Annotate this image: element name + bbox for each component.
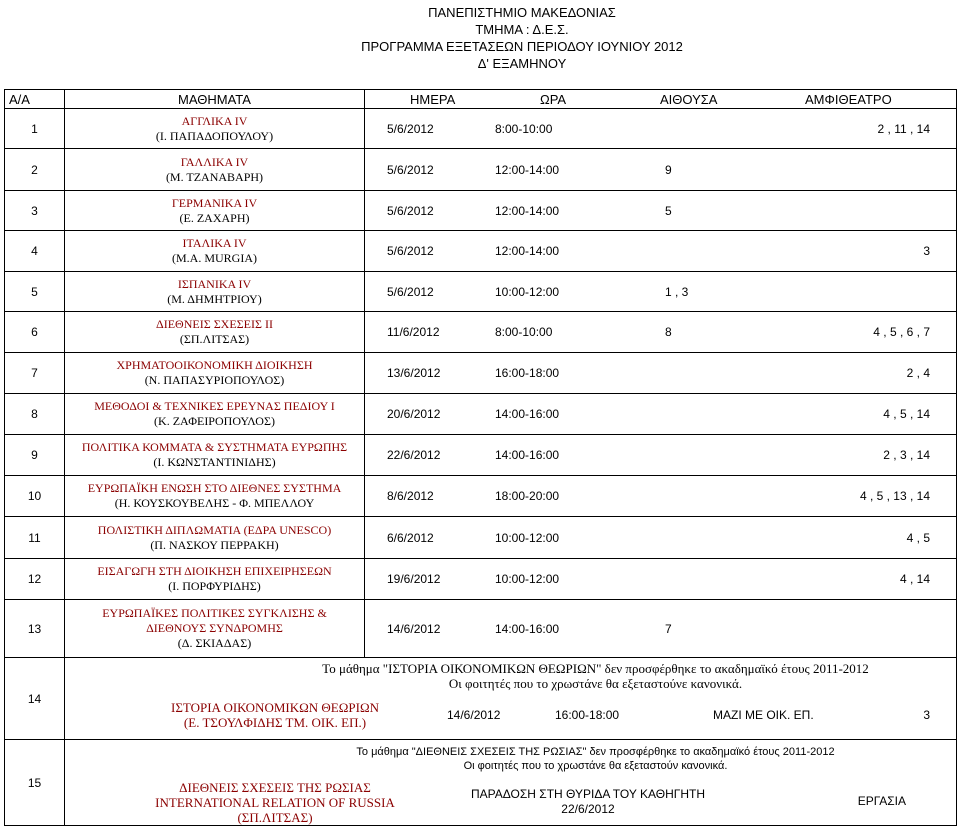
exam-date: 5/6/2012 xyxy=(387,284,434,299)
course-name: ΧΡΗΜΑΤΟΟΙΚΟΝΟΜΙΚΗ ΔΙΟΙΚΗΣΗ xyxy=(116,358,313,372)
row14-cell xyxy=(65,658,957,740)
course-cell xyxy=(65,600,365,658)
exam-info-cell xyxy=(365,272,957,312)
course-name: ΔΙΕΘΝΕΙΣ ΣΧΕΣΕΙΣ ΤΗΣ ΡΩΣΙΑΣ xyxy=(179,780,371,795)
exam-date: 14/6/2012 xyxy=(447,708,501,722)
course-cell xyxy=(65,476,365,517)
row15-note-line1: Το μάθημα "ΔΙΕΘΝΕΙΣ ΣΧΕΣΕΙΣ ΤΗΣ ΡΩΣΙΑΣ" δεν προσφέρθηκε το ακαδημαϊκό έτους 2011-2012 xyxy=(356,746,835,758)
exam-date: 5/6/2012 xyxy=(387,162,434,177)
table-header-row xyxy=(5,90,957,109)
table-row xyxy=(5,149,957,191)
exam-date: 5/6/2012 xyxy=(387,244,434,258)
table-row xyxy=(5,394,957,435)
table-row xyxy=(5,312,957,353)
exam-info-cell xyxy=(365,191,957,231)
course-name: ΠΟΛΙΣΤΙΚΗ ΔΙΠΛΩΜΑΤΙΑ (ΕΔΡΑ UNESCO) xyxy=(97,522,332,537)
row-number: 11 xyxy=(5,517,65,559)
exam-info-cell xyxy=(365,394,957,435)
exam-time: 16:00-18:00 xyxy=(495,366,560,380)
exam-time: 10:00-12:00 xyxy=(495,284,560,299)
exam-info-cell xyxy=(365,600,957,658)
col-header-time: ΩΡΑ xyxy=(540,92,567,107)
row-number: 9 xyxy=(5,435,65,476)
course-cell xyxy=(65,435,365,476)
table-row xyxy=(5,517,957,559)
table-row xyxy=(5,600,957,658)
exam-time: 14:00-16:00 xyxy=(495,621,560,636)
col-header-info xyxy=(365,90,957,109)
delivery-date: 22/6/2012 xyxy=(561,802,615,816)
exam-info-cell xyxy=(365,353,957,394)
table-row xyxy=(5,272,957,312)
department-title: ΤΜΗΜΑ : Δ.Ε.Σ. xyxy=(475,22,569,37)
exam-date: 14/6/2012 xyxy=(387,621,441,636)
exam-amphitheatre: 4 , 5 , 13 , 14 xyxy=(859,489,930,503)
exam-info-cell xyxy=(365,312,957,353)
exam-info-cell xyxy=(365,517,957,559)
exam-time: 12:00-14:00 xyxy=(495,203,560,218)
exam-amphitheatre: 2 , 3 , 14 xyxy=(883,448,930,462)
row-number: 8 xyxy=(5,394,65,435)
course-cell xyxy=(65,353,365,394)
col-header-date: ΗΜΕΡΑ xyxy=(410,92,456,107)
exam-info-cell xyxy=(365,149,957,191)
exam-amphitheatre: 3 xyxy=(923,244,930,258)
course-cell xyxy=(65,109,365,149)
course-cell xyxy=(65,272,365,312)
row-number: 10 xyxy=(5,476,65,517)
program-title: ΠΡΟΓΡΑΜΜΑ ΕΞΕΤΑΣΕΩΝ ΠΕΡΙΟΔΟΥ ΙΟΥΝΙΟΥ 2012 xyxy=(361,39,683,54)
row14-note-line2: Οι φοιτητές που το χρωστάνε θα εξεταστούνε κανονικά. xyxy=(448,676,743,691)
row14-note xyxy=(65,661,956,691)
professor-name: (Ε. ΤΣΟΥΛΦΙΔΗΣ ΤΜ. ΟΙΚ. ΕΠ.) xyxy=(183,715,367,730)
row-number: 3 xyxy=(5,191,65,231)
professor-name: (Ε. ΖΑΧΑΡΗ) xyxy=(179,210,250,225)
professor-name: (Ι. ΚΩΝΣΤΑΝΤΙΝΙΔΗΣ) xyxy=(153,455,276,469)
exam-room: 5 xyxy=(665,203,672,218)
row15-delivery xyxy=(463,787,713,817)
exam-room: 8 xyxy=(665,325,672,339)
exam-time: 12:00-14:00 xyxy=(495,162,560,177)
course-name: ΕΥΡΩΠΑΪΚΗ ΕΝΩΣΗ ΣΤΟ ΔΙΕΘΝΕΣ ΣΥΣΤΗΜΑ xyxy=(87,481,342,495)
exam-room: ΜΑΖΙ ΜΕ ΟΙΚ. ΕΠ. xyxy=(713,708,814,722)
row-number: 1 xyxy=(5,109,65,149)
row-number: 12 xyxy=(5,559,65,600)
exam-info-cell xyxy=(365,109,957,149)
table-row xyxy=(5,740,957,826)
col-header-amph: ΑΜΦΙΘΕΑΤΡΟ xyxy=(805,92,892,107)
exam-amphitheatre: 2 , 4 xyxy=(906,366,930,380)
exam-room: 9 xyxy=(665,162,672,177)
delivery-note: ΠΑΡΑΔΟΣΗ ΣΤΗ ΘΥΡΙΔΑ ΤΟΥ ΚΑΘΗΓΗΤΗ xyxy=(470,787,706,801)
row-number: 13 xyxy=(5,600,65,658)
course-name: ΙΤΑΛΙΚΑ IV xyxy=(182,236,247,250)
row15-course-block xyxy=(125,780,425,825)
course-cell xyxy=(65,394,365,435)
exam-amphitheatre: 4 , 14 xyxy=(899,572,930,586)
professor-name: (ΣΠ.ΛΙΤΣΑΣ) xyxy=(179,332,250,346)
course-name: ΠΟΛΙΤΙΚΑ ΚΟΜΜΑΤΑ & ΣΥΣΤΗΜΑΤΑ ΕΥΡΩΠΗΣ xyxy=(81,440,348,454)
professor-name: (Η. ΚΟΥΣΚΟΥΒΕΛΗΣ - Φ. ΜΠΕΛΛΟΥ xyxy=(114,496,315,510)
exam-date: 11/6/2012 xyxy=(387,325,440,339)
course-cell xyxy=(65,149,365,191)
exam-date: 22/6/2012 xyxy=(387,448,441,462)
exam-time: 8:00-10:00 xyxy=(495,121,553,136)
row-number: 14 xyxy=(5,658,65,740)
course-name: ΙΣΠΑΝΙΚΑ IV xyxy=(177,276,252,291)
exam-room: 1 , 3 xyxy=(665,284,689,299)
table-row xyxy=(5,435,957,476)
table-row xyxy=(5,191,957,231)
exam-date: 19/6/2012 xyxy=(387,572,441,586)
row15-note-line2: Οι φοιτητές που το χρωστάνε θα εξεταστούν κανονικά. xyxy=(463,760,728,772)
exam-time: 14:00-16:00 xyxy=(495,407,560,421)
exam-time: 8:00-10:00 xyxy=(495,325,553,339)
course-name: ΕΙΣΑΓΩΓΗ ΣΤΗ ΔΙΟΙΚΗΣΗ ΕΠΙΧΕΙΡΗΣΕΩΝ xyxy=(97,564,332,578)
exam-info-cell xyxy=(365,559,957,600)
course-cell xyxy=(65,517,365,559)
course-name-english: INTERNATIONAL RELATION OF RUSSIA xyxy=(155,795,395,810)
exam-time: 10:00-12:00 xyxy=(495,530,560,545)
course-cell xyxy=(65,191,365,231)
exam-date: 20/6/2012 xyxy=(387,407,441,421)
exam-time: 10:00-12:00 xyxy=(495,572,560,586)
row15-cell xyxy=(65,740,957,826)
exam-date: 5/6/2012 xyxy=(387,203,434,218)
row-number: 15 xyxy=(5,740,65,826)
professor-name: (Δ. ΣΚΙΑΔΑΣ) xyxy=(177,636,252,650)
exam-date: 13/6/2012 xyxy=(387,366,441,380)
course-name: ΙΣΤΟΡΙΑ ΟΙΚΟΝΟΜΙΚΩΝ ΘΕΩΡΙΩΝ xyxy=(170,700,380,715)
table-row xyxy=(5,476,957,517)
table-row xyxy=(5,559,957,600)
course-cell xyxy=(65,312,365,353)
exam-time: 12:00-14:00 xyxy=(495,244,560,258)
professor-name: (Μ.Α. MURGIA) xyxy=(172,251,257,265)
university-title: ΠΑΝΕΠΙΣΤΗΜΙΟ ΜΑΚΕΔΟΝΙΑΣ xyxy=(428,5,616,20)
exam-date: 5/6/2012 xyxy=(387,121,434,136)
exam-time: 18:00-20:00 xyxy=(495,489,560,503)
table-row xyxy=(5,109,957,149)
exam-schedule-table xyxy=(4,89,957,826)
course-name: ΑΓΓΛΙΚΑ IV xyxy=(181,113,248,128)
exam-info-cell xyxy=(365,476,957,517)
table-row xyxy=(5,658,957,740)
exam-amphitheatre: 2 , 11 , 14 xyxy=(877,121,930,136)
exam-date: 8/6/2012 xyxy=(387,489,434,503)
document-header xyxy=(0,4,960,72)
professor-name: (ΣΠ.ΛΙΤΣΑΣ) xyxy=(237,810,313,825)
row15-note xyxy=(65,745,956,773)
course-name: ΜΕΘΟΔΟΙ & ΤΕΧΝΙΚΕΣ ΕΡΕΥΝΑΣ ΠΕΔΙΟΥ Ι xyxy=(94,399,335,413)
course-name: ΓΕΡΜΑΝΙΚΑ IV xyxy=(171,195,258,210)
course-cell xyxy=(65,231,365,272)
exam-time: 14:00-16:00 xyxy=(495,448,560,462)
professor-name: (Ι. ΠΑΠΑΔΟΠΟΥΛΟΥ) xyxy=(155,128,274,143)
col-header-room: ΑΙΘΟΥΣΑ xyxy=(660,92,718,107)
table-row xyxy=(5,353,957,394)
exam-date: 6/6/2012 xyxy=(387,530,434,545)
row14-note-line1: Το μάθημα "ΙΣΤΟΡΙΑ ΟΙΚΟΝΟΜΙΚΩΝ ΘΕΩΡΙΩΝ" δεν προσφέρθηκε το ακαδημαϊκό έτους 2011-2012 xyxy=(322,661,869,676)
professor-name: (Ι. ΠΟΡΦΥΡΙΔΗΣ) xyxy=(168,579,261,593)
professor-name: (Ν. ΠΑΠΑΣΥΡΙΟΠΟΥΛΟΣ) xyxy=(144,373,285,387)
exam-info-cell xyxy=(365,435,957,476)
exam-time: 16:00-18:00 xyxy=(555,708,620,722)
exam-amphitheatre: ΕΡΓΑΣΙΑ xyxy=(857,794,906,808)
course-name: ΔΙΕΘΝΕΙΣ ΣΧΕΣΕΙΣ ΙΙ xyxy=(156,317,273,331)
exam-info-cell xyxy=(365,231,957,272)
professor-name: (Μ. ΤΖΑΝΑΒΑΡΗ) xyxy=(165,169,264,184)
course-name: ΓΑΛΛΙΚΑ IV xyxy=(180,154,249,169)
exam-room: 7 xyxy=(665,621,672,636)
course-name: ΕΥΡΩΠΑΪΚΕΣ ΠΟΛΙΤΙΚΕΣ ΣΥΓΚΛΙΣΗΣ & ΔΙΕΘΝΟΥΣ ΣΥΝΔΡΟΜΗΣ xyxy=(102,606,327,635)
semester-title: Δ' ΕΞΑΜΗΝΟΥ xyxy=(477,56,567,71)
row14-course-block xyxy=(125,700,425,730)
exam-amphitheatre: 3 xyxy=(923,708,930,722)
col-header-num: Α/Α xyxy=(5,90,65,109)
exam-amphitheatre: 4 , 5 xyxy=(906,530,930,545)
exam-amphitheatre: 4 , 5 , 14 xyxy=(883,407,930,421)
professor-name: (Π. ΝΑΣΚΟΥ ΠΕΡΡΑΚΗ) xyxy=(150,537,279,552)
professor-name: (Μ. ΔΗΜΗΤΡΙΟΥ) xyxy=(167,291,262,306)
row-number: 6 xyxy=(5,312,65,353)
row-number: 7 xyxy=(5,353,65,394)
row-number: 4 xyxy=(5,231,65,272)
course-cell xyxy=(65,559,365,600)
col-header-course: ΜΑΘΗΜΑΤΑ xyxy=(65,90,365,109)
table-row xyxy=(5,231,957,272)
exam-amphitheatre: 4 , 5 , 6 , 7 xyxy=(873,325,930,339)
row-number: 5 xyxy=(5,272,65,312)
row-number: 2 xyxy=(5,149,65,191)
professor-name: (Κ. ΖΑΦΕΙΡΟΠΟΥΛΟΣ) xyxy=(154,414,275,428)
